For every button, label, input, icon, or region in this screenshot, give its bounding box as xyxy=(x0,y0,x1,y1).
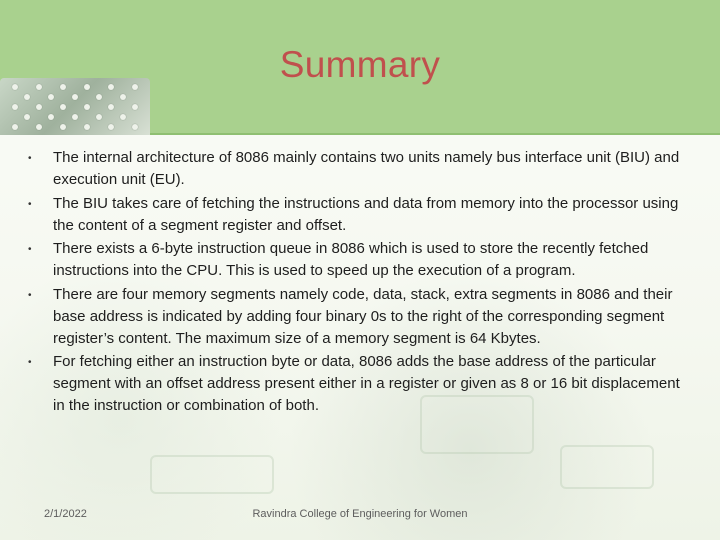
bullet-marker: • xyxy=(28,198,32,210)
chip-pin xyxy=(84,124,90,130)
chip-pin xyxy=(72,114,78,120)
chip-pin xyxy=(24,114,30,120)
bullet-item xyxy=(30,193,690,237)
chip-pin xyxy=(60,104,66,110)
chip-pin xyxy=(108,104,114,110)
bullet-item xyxy=(30,147,690,191)
bullet-marker: • xyxy=(28,244,32,255)
slide-title: Summary xyxy=(279,44,441,85)
chip-pin xyxy=(120,94,126,100)
chip-pin xyxy=(12,104,18,110)
bullet-marker: • xyxy=(28,289,32,301)
chip-pin xyxy=(48,94,54,100)
bullet-item xyxy=(30,284,690,350)
background-circuit xyxy=(150,455,274,494)
chip-pin xyxy=(96,94,102,100)
chip-pin xyxy=(60,124,66,130)
chip-pin xyxy=(84,104,90,110)
chip-pin xyxy=(96,114,102,120)
chip-pin xyxy=(108,124,114,130)
chip-body xyxy=(0,78,150,135)
bullet-text: There exists a 6-byte instruction queue in 8086 which is used to store the recently fetched instructions into the CPU. This is used to speed up the execution of a program. xyxy=(53,240,649,279)
chip-pin xyxy=(48,114,54,120)
chip-pin xyxy=(72,94,78,100)
chip-pin xyxy=(36,104,42,110)
chip-pin xyxy=(120,114,126,120)
bullet-list xyxy=(30,147,690,419)
chip-pin xyxy=(24,94,30,100)
bullet-item xyxy=(30,351,690,417)
chip-pin xyxy=(36,124,42,130)
bullet-item xyxy=(30,238,690,282)
bullet-text: There are four memory segments namely code, data, stack, extra segments in 8086 and their base address is indicated by adding four binary 0s to the right of the corresponding segment register’s content. The maximum size of a memory segment is 64 Kbytes. xyxy=(53,285,673,347)
bullet-marker: • xyxy=(28,357,32,368)
bullet-text: For fetching either an instruction byte or data, 8086 adds the base address of the particular segment with an offset address present either in a register or given as 8 or 16 bit displacement in the instruction or combination of both. xyxy=(53,353,680,414)
bullet-marker: • xyxy=(28,153,32,164)
background-circuit xyxy=(560,445,654,489)
footer-date: 2/1/2022 xyxy=(44,508,87,520)
chip-pin xyxy=(132,124,138,130)
chip-pin xyxy=(12,124,18,130)
bullet-text: The internal architecture of 8086 mainly contains two units namely bus interface unit (BIU) and execution unit (EU). xyxy=(53,149,680,188)
bullet-text: The BIU takes care of fetching the instructions and data from memory into the processor using the content of a segment register and offset. xyxy=(53,194,679,234)
chip-pin xyxy=(132,104,138,110)
footer-college-name: Ravindra College of Engineering for Women xyxy=(252,508,468,520)
